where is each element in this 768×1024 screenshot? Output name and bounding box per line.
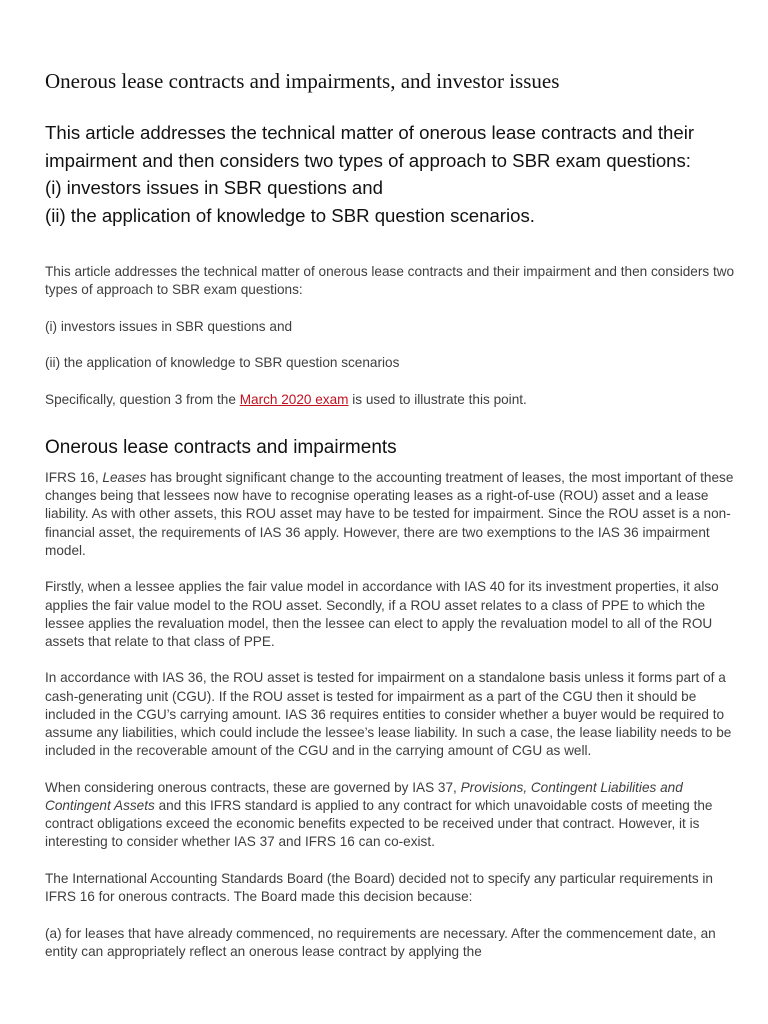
body-text: IFRS 16,: [45, 470, 103, 485]
section-heading: Onerous lease contracts and impairments: [45, 437, 397, 458]
body-paragraph: [45, 469, 735, 560]
intro-paragraph: (i) investors issues in SBR questions and: [45, 318, 293, 334]
emphasis-text: Provisions, Contingent Liabilities and Contingent Assets: [45, 779, 683, 813]
body-paragraph: In accordance with IAS 36, the ROU asset is tested for impairment on a standalone basis unless it forms part of a cash-generating unit (CGU). If the ROU asset is tested for impairment as a part of the CGU then it should be included in the CGU’s carrying amount. IAS 36 requires entities to consider whether a buyer would be required to assume any liabilities, which could include the lessee’s lease liability. In such a case, the lease liability needs to be included in the recoverable amount of the CGU and in the carrying amount of CGU as well.: [45, 670, 732, 759]
lead-line-3: (ii) the application of knowledge to SBR question scenarios.: [45, 204, 535, 226]
body-paragraph: The International Accounting Standards Board (the Board) decided not to specify any particular requirements in IFRS 16 for onerous contracts. The Board made this decision because:: [45, 870, 713, 905]
intro-text: is used to illustrate this point.: [348, 391, 527, 407]
intro-paragraph: [45, 391, 735, 409]
march-2020-exam-link[interactable]: March 2020 exam: [239, 391, 349, 407]
emphasis-text: Leases: [102, 470, 147, 485]
intro-paragraph: This article addresses the technical matter of onerous lease contracts and their impairment and then considers two types of approach to SBR exam questions:: [45, 264, 735, 298]
lead-summary: [45, 119, 735, 229]
body-paragraph: Firstly, when a lessee applies the fair value model in accordance with IAS 40 for its investment properties, it also applies the fair value model to the ROU asset. Secondly, if a ROU asset relates to a class of PPE to which the lessee applies the revaluation model, then the lessee can elect to apply the revaluation model to all of the ROU assets that relate to that class of PPE.: [45, 579, 719, 649]
body-paragraph: [45, 779, 735, 852]
document-title: Onerous lease contracts and impairments, and investor issues: [45, 69, 560, 93]
lead-line-1: This article addresses the technical matter of onerous lease contracts and their impairment and then considers two types of approach to SBR exam questions:: [45, 122, 695, 171]
intro-text: Specifically, question 3 from the: [45, 391, 240, 407]
lead-line-2: (i) investors issues in SBR questions and: [45, 177, 383, 198]
section-body: [45, 469, 735, 979]
intro-paragraph: (ii) the application of knowledge to SBR question scenarios: [45, 355, 400, 371]
intro-body: [45, 263, 735, 428]
body-text: When considering onerous contracts, these are governed by IAS 37,: [45, 779, 461, 795]
body-paragraph: (a) for leases that have already commenced, no requirements are necessary. After the commencement date, an entity can appropriately reflect an onerous lease contract by applying the: [45, 925, 716, 959]
body-text: and this IFRS standard is applied to any contract for which unavoidable costs of meeting the contract obligations exceed the economic benefits expected to be received under that contract. However, it is interesting to consider whether IAS 37 and IFRS 16 can co-exist.: [45, 797, 713, 850]
body-text: has brought significant change to the accounting treatment of leases, the most important of these changes being that lessees now have to recognise operating leases as a right-of-use (ROU) asset and a lease liability. As with other assets, this ROU asset may have to be tested for impairment. Since the ROU asset is a non-financial asset, the requirements of IAS 36 apply. However, there are two exemptions to the IAS 36 impairment model.: [45, 470, 734, 558]
